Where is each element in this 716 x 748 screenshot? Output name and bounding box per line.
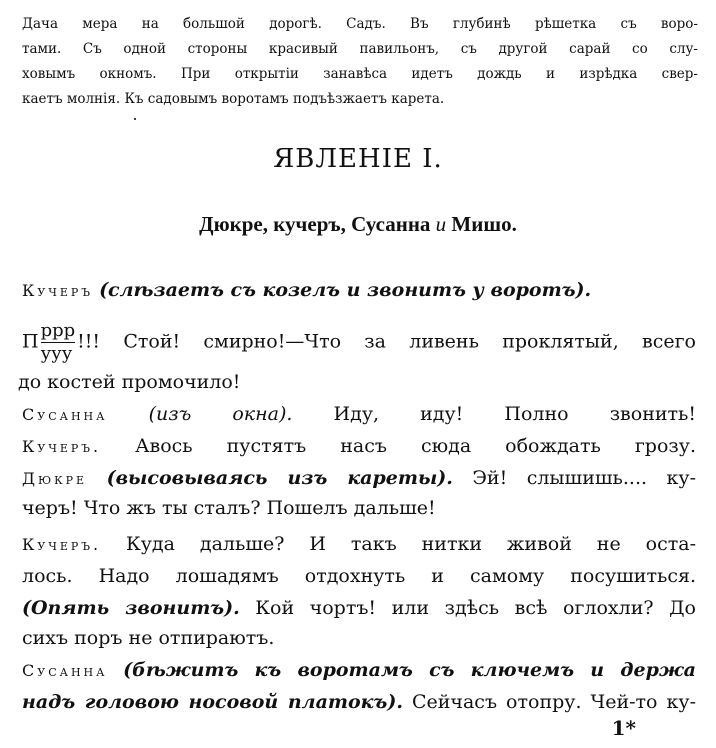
dialogue-text: Иду, иду! Полно звонить! (333, 403, 697, 425)
stage-remark: (высовываясь изъ кареты). (106, 467, 453, 489)
dialogue-line (22, 530, 696, 559)
stage-direction (22, 12, 698, 112)
dialogue-line: до костей промочило! (18, 371, 241, 393)
cast-names: Дюкре, кучеръ, Сусанна (199, 212, 431, 236)
dialogue-line (22, 464, 696, 493)
fraction-bottom: ууу (40, 343, 73, 364)
speaker-name: Сусанна (22, 661, 108, 680)
dialogue-line: черъ! Что жъ ты сталъ? Пошелъ дальше! (22, 497, 436, 519)
speaker-name: Дюкре (22, 469, 88, 488)
dialogue-text: Куда дальше? И такъ нитки живой не оста- (126, 533, 696, 555)
cast-conjunction: и (435, 212, 447, 236)
cast-last-name: Мишо. (451, 212, 517, 236)
dialogue-line (22, 276, 696, 305)
speaker-name: Кучеръ. (22, 437, 102, 456)
stacked-fraction (41, 320, 76, 365)
stage-remark: (Опять звонитъ). (22, 597, 240, 619)
dialogue-text: Эй! слышишь.... ку- (472, 467, 696, 489)
speaker-name: Кучеръ. (22, 535, 102, 554)
dialogue-text: !!! Стой! смирно!—Что за ливень проклятый, всего (77, 330, 696, 353)
scene-title: ЯВЛЕНІЕ І. (273, 144, 443, 174)
dialogue-text: Авось пустятъ насъ сюда обождать грозу. (135, 435, 696, 457)
dialogue-line (22, 656, 696, 685)
dialogue-line (22, 400, 696, 429)
print-speck (134, 118, 136, 120)
stage-direction-line: ховымъ окномъ. При открытіи занавѣса идетъ дождь и изрѣдка свер- (22, 66, 698, 82)
stage-remark: (слѣзаетъ съ козелъ и звонитъ у воротъ). (99, 279, 592, 301)
dialogue-line (22, 688, 696, 716)
dialogue-text: Сейчасъ отопру. Чей-то ку- (411, 691, 696, 713)
dialogue-line (22, 432, 696, 461)
speaker-name: Сусанна (22, 405, 108, 424)
dialogue-line: сихъ поръ не отпираютъ. (22, 627, 275, 649)
stage-direction-line: тами. Съ одной стороны красивый павильонъ, съ другой сарай со слу- (22, 41, 698, 57)
stage-remark: (бѣжитъ къ воротамъ съ ключемъ и держа (123, 659, 696, 681)
dialogue-line: лось. Надо лошадямъ отдохнуть и самому посушиться. (22, 565, 696, 587)
dialogue-text: Кой чортъ! или здѣсь всѣ оглохли? До (255, 597, 696, 619)
cast-list (0, 212, 716, 237)
speaker-name: Кучеръ (22, 281, 94, 300)
fraction-top: ррр (40, 320, 76, 341)
dialogue-line (22, 320, 696, 365)
page-number: 1* (611, 716, 636, 740)
stage-remark: надъ головою носовой платокъ). (22, 691, 403, 713)
stage-direction-line: Дача мера на большой дорогѣ. Садъ. Въ глубинѣ рѣшетка съ воро- (22, 16, 698, 32)
dialogue-line (22, 594, 696, 622)
exclamation-prefix: П (22, 330, 39, 353)
stage-remark: (изъ окна). (148, 403, 293, 425)
stage-direction-line: каетъ молнія. Къ садовымъ воротамъ подъѣзжаетъ карета. (22, 91, 445, 107)
